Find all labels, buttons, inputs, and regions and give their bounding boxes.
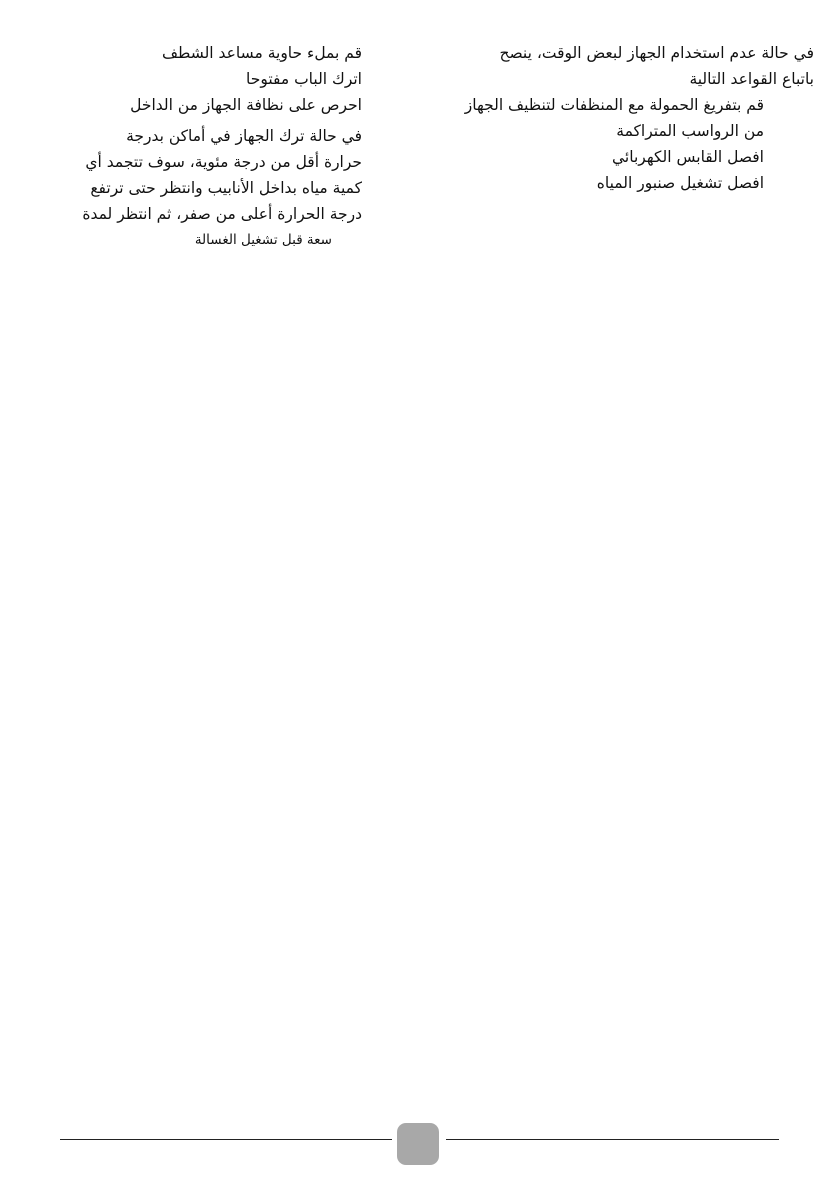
list-item: من الرواسب المتراكمة	[616, 122, 764, 140]
footer-divider-left	[60, 1139, 392, 1140]
frost-line: كمية مياه بداخل الأنابيب وانتظر حتى ترتفع	[90, 179, 362, 197]
list-item: افصل تشغيل صنبور المياه	[596, 174, 764, 192]
frost-warning-paragraph	[40, 123, 362, 253]
intro-line: في حالة عدم استخدام الجهاز لبعض الوقت، ينصح	[499, 44, 814, 62]
footer-divider-right	[446, 1139, 779, 1140]
list-item: احرص على نظافة الجهاز من الداخل	[130, 96, 362, 114]
list-item: قم بتفريغ الحمولة مع المنظفات لتنظيف الجهاز	[464, 96, 764, 114]
right-column	[436, 40, 814, 196]
list-item: اترك الباب مفتوحا	[246, 70, 362, 88]
frost-line: سعة قبل تشغيل الغسالة	[194, 232, 332, 248]
left-column	[40, 40, 362, 253]
intro-paragraph	[436, 40, 814, 92]
list-item: قم بملء حاوية مساعد الشطف	[161, 44, 362, 62]
frost-line: درجة الحرارة أعلى من صفر، ثم انتظر لمدة	[82, 205, 362, 223]
frost-line: حرارة أقل من درجة مئوية، سوف تتجمد أي	[85, 153, 362, 171]
frost-line: في حالة ترك الجهاز في أماكن بدرجة	[126, 127, 362, 145]
page-number-badge	[397, 1123, 439, 1165]
list-item: افصل القابس الكهربائي	[612, 148, 764, 166]
storage-steps-continued	[40, 40, 362, 118]
storage-steps-list	[436, 92, 814, 196]
intro-line: باتباع القواعد التالية	[689, 70, 814, 88]
